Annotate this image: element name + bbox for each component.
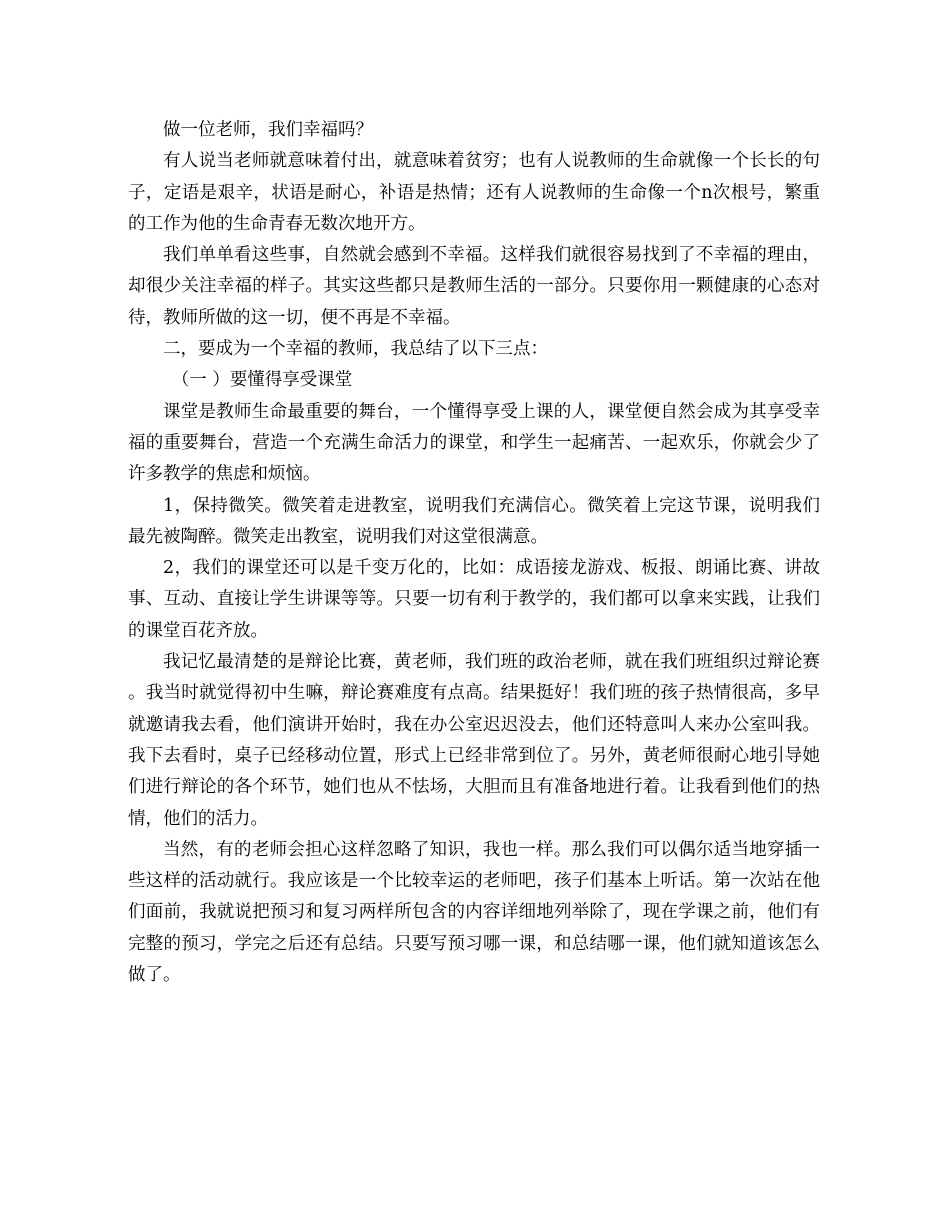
- paragraph-debate-memory: 我记忆最清楚的是辩论比赛，黄老师，我们班的政治老师，就在我们班组织过辩论赛。我当时就觉得初中生嘛，辩论赛难度有点高。结果挺好！我们班的孩子热情很高，多早就邀请我去看，他们演讲开始时，我在办公室迟迟没去，他们还特意叫人来办公室叫我。我下去看时，桌子已经移动位置，形式上已经非常到位了。另外，黄老师很耐心地引导她们进行辩论的各个环节，她们也从不怯场，大胆而且有准备地进行着。让我看到他们的热情，他们的活力。: [128, 652, 820, 829]
- paragraph-question: 做一位老师，我们幸福吗？: [163, 120, 373, 140]
- paragraph-point-2-variety: 2，我们的课堂还可以是千变万化的，比如：成语接龙游戏、板报、朗诵比赛、讲故事、互动、直接让学生讲课等等。只要一切有利于教学的，我们都可以拿来实践，让我们的课堂百花齐放。: [128, 558, 820, 641]
- paragraph-teacher-life: 有人说当老师就意味着付出，就意味着贫穷；也有人说教师的生命就像一个长长的句子，定语是艰辛，状语是耐心，补语是热情；还有人说教师的生命像一个n次根号，繁重的工作为他的生命青春无数次地开方。: [128, 151, 820, 234]
- paragraph-classroom-stage: 课堂是教师生命最重要的舞台，一个懂得享受上课的人，课堂便自然会成为其享受幸福的重要舞台，营造一个充满生命活力的课堂，和学生一起痛苦、一起欢乐，你就会少了许多教学的焦虑和烦恼。: [128, 401, 820, 485]
- document-page: [128, 115, 820, 991]
- paragraph-knowledge-concern: 当然，有的老师会担心这样忽略了知识，我也一样。那么我们可以偶尔适当地穿插一些这样的活动就行。我应该是一个比较幸运的老师吧，孩子们基本上听话。第一次站在他们面前，我就说把预习和复习两样所包含的内容详细地列举除了，现在学课之前，他们有完整的预习，学完之后还有总结。只要写预习哪一课，和总结哪一课，他们就知道该怎么做了。: [128, 839, 820, 986]
- section-heading-two: 二，要成为一个幸福的教师，我总结了以下三点：: [163, 339, 548, 360]
- subsection-heading-one: （一 ）要懂得享受课堂: [171, 370, 353, 391]
- paragraph-unhappiness: 我们单单看这些事，自然就会感到不幸福。这样我们就很容易找到了不幸福的理由，却很少关注幸福的样子。其实这些都只是教师生活的一部分。只要你用一颗健康的心态对待，教师所做的这一切，便不再是不幸福。: [128, 245, 820, 328]
- paragraph-point-1-smile: 1，保持微笑。微笑着走进教室，说明我们充满信心。微笑着上完这节课，说明我们最先被陶醉。微笑走出教室，说明我们对这堂很满意。: [128, 495, 820, 547]
